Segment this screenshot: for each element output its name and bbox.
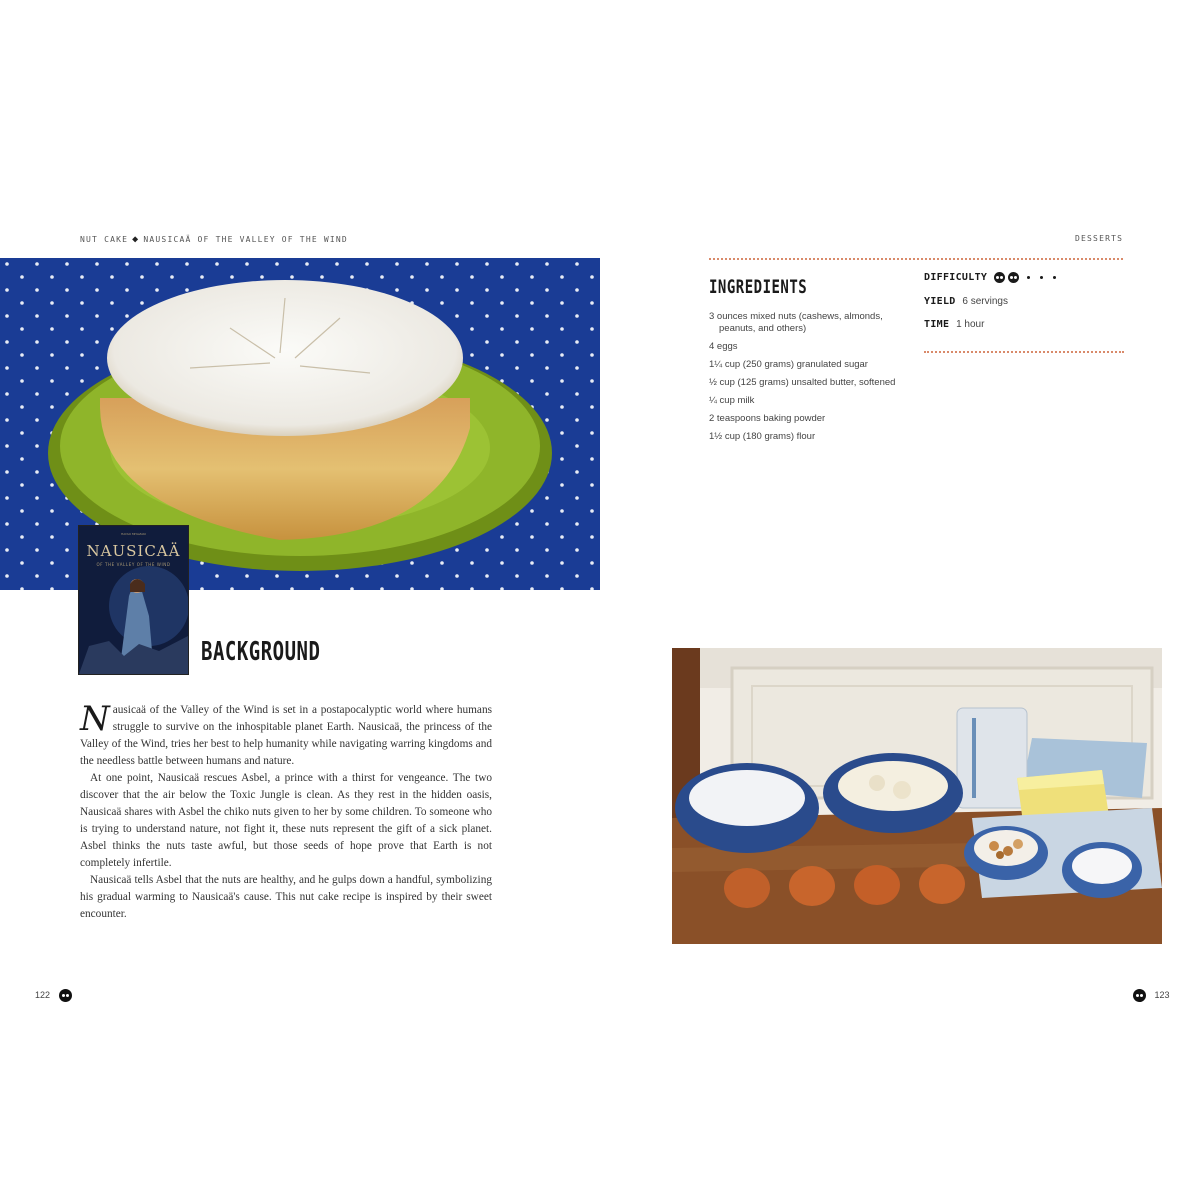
list-item: ½ cup (125 grams) unsalted butter, softened [709, 377, 896, 388]
paragraph: Nausicaä of the Valley of the Wind is set in a postapocalyptic world where humans struggle to survive on the inhospitable planet Earth. Nausicaä, the princess of the Valley of the Wind, tries her best to help humanity while navigating warring kingdoms and the needless battle between humans and nature. [80, 699, 492, 767]
yield-value: 6 servings [962, 296, 1008, 307]
difficulty-label: DIFFICULTY [924, 272, 988, 284]
list-item: ¼ cup milk [709, 395, 755, 406]
list-item: 2 teaspoons baking powder [709, 413, 826, 424]
yield-label: YIELD [924, 296, 956, 307]
difficulty-empty-icon [1040, 276, 1043, 279]
paragraph: At one point, Nausicaä rescues Asbel, a prince with a thirst for vengeance. The two discover that the air below the Toxic Jungle is clean. As they rest in the hidden oasis, Nausicaä shares with Asbel the chiko nuts given to her by some children. To someone who is trying to understand nature, not fight it, these nuts represent the gift of a sick planet. Asbel thinks the nuts taste awful, but those seeds of hope prove that Earth is not completely infertile. [80, 772, 492, 869]
paragraph: Nausicaä tells Asbel that the nuts are healthy, and he gulps down a handful, symbolizing his gradual warming to Nausicaä's cause. This nut cake recipe is inspired by their sweet encounter. [80, 874, 492, 920]
list-item: 3 ounces mixed nuts (cashews, almonds, peanuts, and others) [709, 311, 883, 334]
time-label: TIME [924, 319, 950, 330]
poster-title: NAUSICAÄ [86, 542, 181, 560]
page-number-right: 123 [1133, 989, 1170, 1002]
poster-subtitle: OF THE VALLEY OF THE WIND [96, 562, 171, 567]
background-heading: BACKGROUND [201, 637, 321, 667]
difficulty-empty-icon [1027, 276, 1030, 279]
list-item: 1½ cup (180 grams) flour [709, 431, 816, 442]
page-number-left: 122 [35, 989, 72, 1002]
ingredients-heading: INGREDIENTS [709, 277, 808, 299]
running-head-left [80, 234, 348, 245]
running-head-recipe: NUT CAKE [80, 235, 129, 244]
background-text [80, 699, 492, 923]
divider-meta [924, 351, 1124, 353]
list-item: 4 eggs [709, 341, 738, 352]
running-head-film: NAUSICAÄ OF THE VALLEY OF THE WIND [143, 235, 348, 244]
yield-row [924, 296, 1008, 307]
list-item: 1¼ cup (250 grams) granulated sugar [709, 359, 868, 370]
ingredients-list [709, 311, 909, 449]
difficulty-rating [994, 272, 1061, 283]
time-value: 1 hour [956, 319, 985, 330]
movie-poster [78, 525, 189, 675]
drop-cap: N [80, 699, 110, 739]
difficulty-empty-icon [1053, 276, 1056, 279]
ingredients-photo [672, 648, 1162, 944]
panda-icon [1133, 989, 1146, 1002]
difficulty-row [924, 272, 1061, 283]
divider-top [709, 258, 1123, 260]
difficulty-filled-icon [1008, 272, 1019, 283]
time-row [924, 319, 984, 330]
poster-tagline: HAYAO MIYAZAKI [120, 532, 147, 536]
difficulty-filled-icon [994, 272, 1005, 283]
panda-icon [59, 989, 72, 1002]
running-head-right: DESSERTS [1075, 234, 1124, 243]
diamond-icon: ◆ [132, 234, 140, 245]
